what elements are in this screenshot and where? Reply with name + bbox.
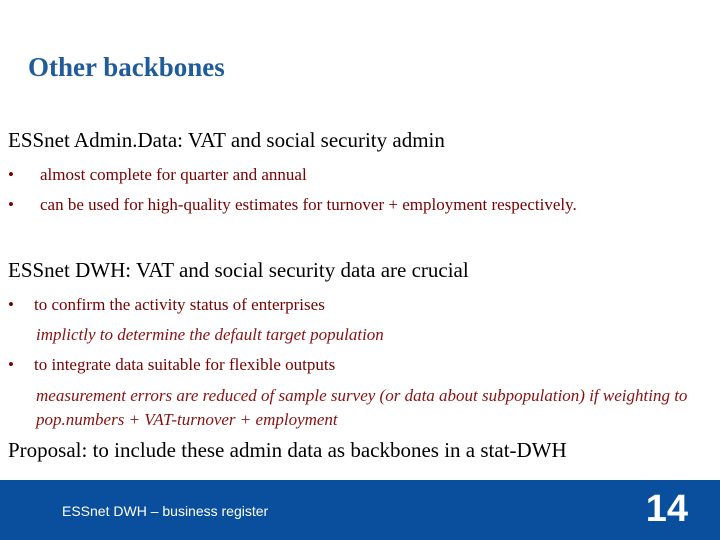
slide-title: Other backbones [28,52,225,82]
bullet-icon: • [8,295,14,314]
bullet-item [8,295,325,315]
footer-bar [0,480,720,540]
bullet-text: to confirm the activity status of enterprises [34,295,325,314]
bullet-text: almost complete for quarter and annual [40,165,307,184]
bullet-item [8,355,335,375]
proposal-text: Proposal: to include these admin data as backbones in a stat-DWH [8,438,567,462]
bullet-text: to integrate data suitable for flexible outputs [34,355,336,374]
bullet-item [8,165,307,185]
section-heading-dwh: ESSnet DWH: VAT and social security data are crucial [8,258,469,282]
bullet-icon: • [8,355,14,374]
bullet-note: measurement errors are reduced of sample survey (or data about subpopulation) if weighting to pop.numbers + VAT-turnover + employment [36,386,688,429]
bullet-note: implictly to determine the default target population [36,325,384,344]
footer-text: ESSnet DWH – business register [62,503,269,519]
bullet-icon: • [8,165,14,184]
bullet-text: can be used for high-quality estimates for turnover + employment respectively. [40,195,577,214]
bullet-item [8,195,577,215]
bullet-icon: • [8,195,14,214]
page-number: 14 [645,488,688,530]
section-heading-admin-data: ESSnet Admin.Data: VAT and social security admin [8,128,445,152]
